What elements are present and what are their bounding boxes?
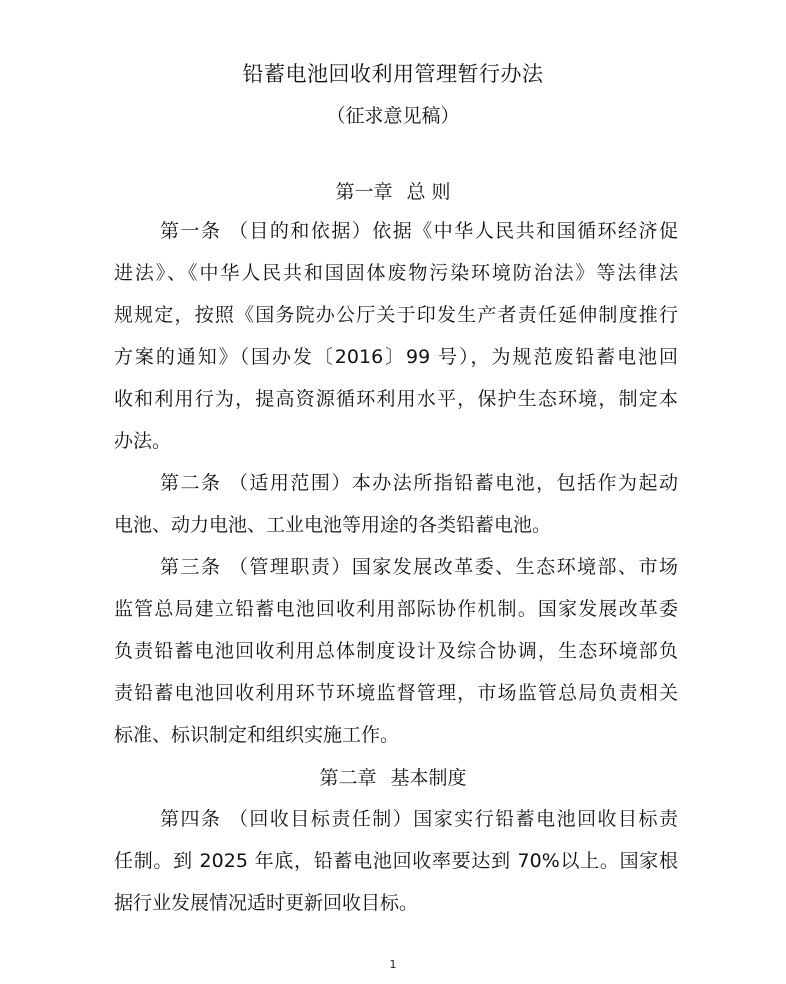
article-line: 第三条 （管理职责）国家发展改革委、生态环境部、市场 [160,556,678,578]
article-line: 规规定，按照《国务院办公厅关于印发生产者责任延伸制度推行 [114,304,678,326]
chapter-number: 第一章 [335,181,393,203]
article-line: 方案的通知》（国办发〔2016〕99 号），为规范废铅蓄电池回 [114,346,678,368]
article-1 [114,210,678,462]
article-line: 第一条 （目的和依据）依据《中华人民共和国循环经济促 [160,220,678,242]
article-line: 收和利用行为，提高资源循环利用水平，保护生态环境，制定本 [114,388,678,410]
chapter-number: 第二章 [319,767,377,789]
article-line: 第四条 （回收目标责任制）国家实行铅蓄电池回收目标责 [160,808,678,830]
article-line: 责铅蓄电池回收利用环节环境监督管理，市场监管总局负责相关 [114,682,678,704]
article-line: 据行业发展情况适时更新回收目标。 [114,892,419,914]
article-4 [114,798,678,924]
article-line: 任制。到 2025 年底，铅蓄电池回收率要达到 70%以上。国家根 [114,850,678,872]
page-number: 1 [389,958,397,971]
article-line: 标准、标识制定和组织实施工作。 [114,724,400,746]
article-2 [114,462,678,546]
article-line: 办法。 [114,430,172,452]
document-subtitle: （征求意见稿） [326,105,460,127]
article-line: 第二条 （适用范围）本办法所指铅蓄电池，包括作为起动 [160,472,678,494]
article-line: 进法》、《中华人民共和国固体废物污染环境防治法》等法律法 [114,262,678,284]
article-line: 电池、动力电池、工业电池等用途的各类铅蓄电池。 [114,514,552,536]
document-title: 铅蓄电池回收利用管理暂行办法 [242,62,544,86]
chapter-name: 总 则 [406,181,451,203]
chapter-heading-1 [0,176,786,208]
article-line: 负责铅蓄电池回收利用总体制度设计及综合协调，生态环境部负 [114,640,678,662]
article-3 [114,546,678,756]
chapter-name: 基本制度 [390,767,467,789]
chapter-heading-2 [0,762,786,794]
article-line: 监管总局建立铅蓄电池回收利用部际协作机制。国家发展改革委 [114,598,678,620]
